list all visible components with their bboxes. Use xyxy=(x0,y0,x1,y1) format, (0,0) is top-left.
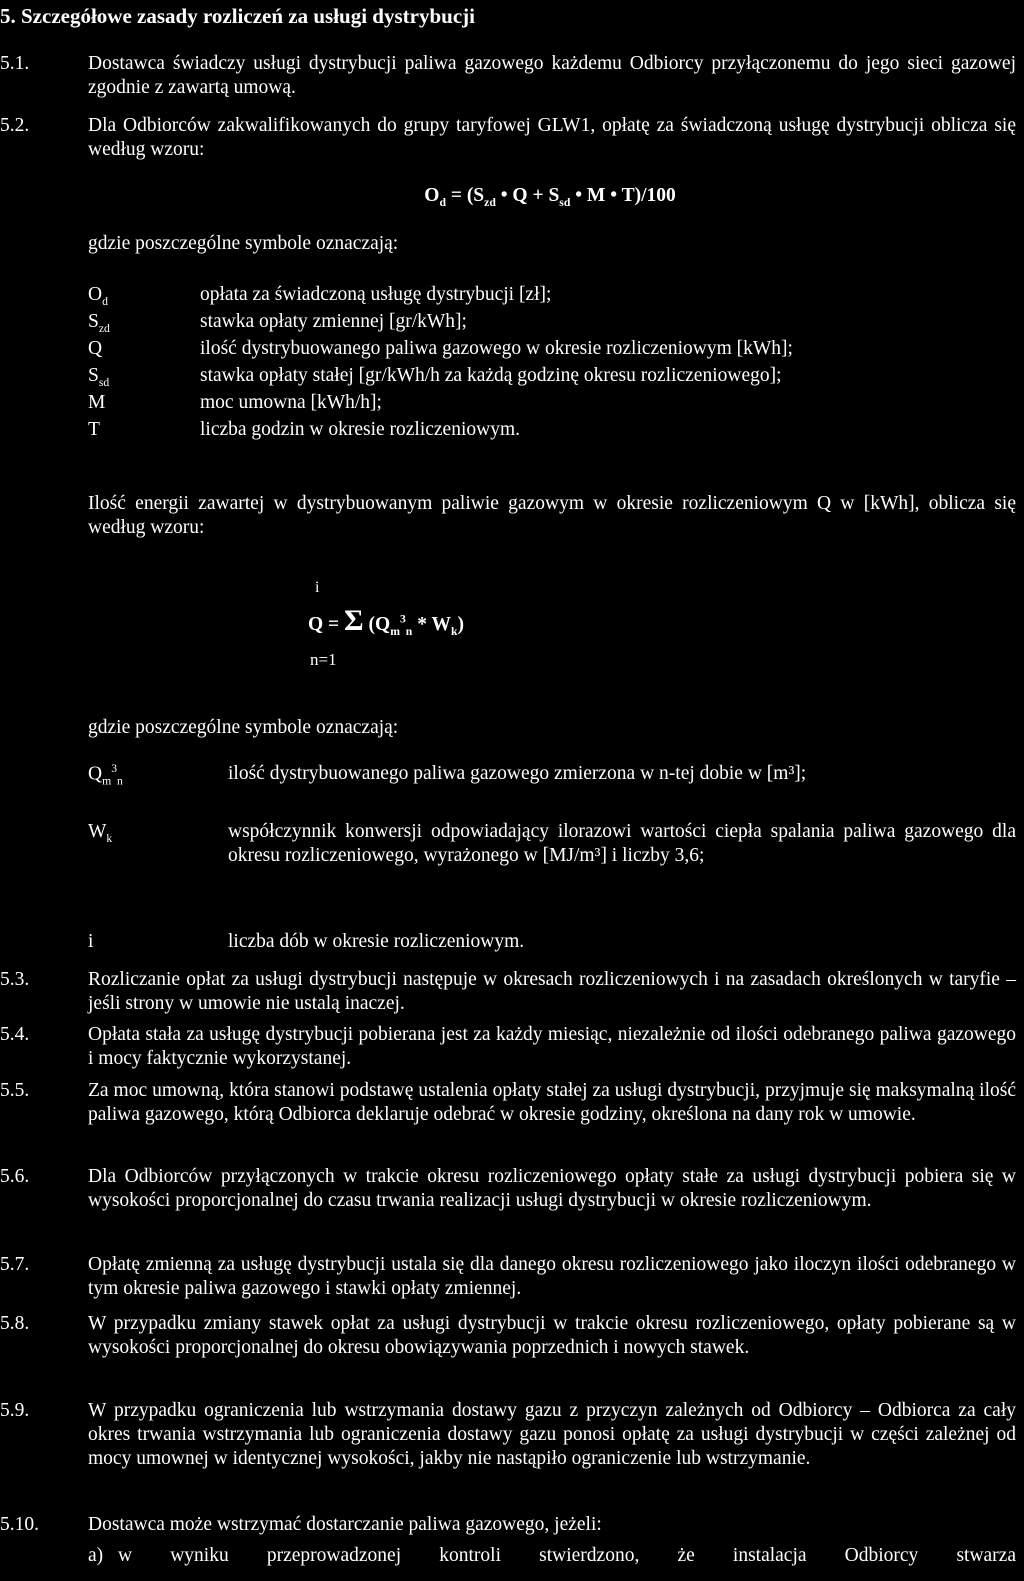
symbol-q-definition: ilość dystrybuowanego paliwa gazowego w okresie rozliczeniowym [kWh]; xyxy=(200,338,793,359)
section-text-5-4: Opłata stała za usługę dystrybucji pobierana jest za każdy miesiąc, niezależnie od ilości odebranego paliwa gazowego i mocy faktycznie wykorzystanej. xyxy=(88,1024,1016,1069)
section-number-5-2: 5.2. xyxy=(0,115,30,136)
symbol-t-definition: liczba godzin w okresie rozliczeniowym. xyxy=(200,419,521,440)
section-text-5-1: Dostawca świadczy usługi dystrybucji paliwa gazowego każdemu Odbiorcy przyłączonemu do jego sieci gazowej zgodnie z zawartą umową. xyxy=(88,53,1016,98)
legend-intro-1: gdzie poszczególne symbole oznaczają: xyxy=(88,233,399,254)
section-number-5-7: 5.7. xyxy=(0,1254,30,1275)
section-number-5-8: 5.8. xyxy=(0,1313,30,1334)
section-number-5-1: 5.1. xyxy=(0,53,30,74)
energy-formula: Q = Σ $(Q_m^3_n * W_k)$ xyxy=(308,604,464,638)
sum-upper-limit: i xyxy=(315,579,320,596)
section-number-5-6: 5.6. xyxy=(0,1166,30,1187)
symbol-qm3n: $Q_m^3_n$ xyxy=(88,762,123,788)
symbol-qm3n-definition: ilość dystrybuowanego paliwa gazowego zmierzona w n-tej dobie w [m³]; xyxy=(228,763,807,784)
symbol-wk: $W_k$ xyxy=(88,821,113,845)
section-heading: 5. Szczegółowe zasady rozliczeń za usługi dystrybucji xyxy=(0,4,475,28)
section-number-5-5: 5.5. xyxy=(0,1080,30,1101)
symbol-ssd-definition: stawka opłaty stałej [gr/kWh/h za każdą godzinę okresu rozliczeniowego]; xyxy=(200,365,782,386)
item-a-text: w wyniku przeprowadzonej kontroli stwierdzono, że instalacja Odbiorcy stwarza xyxy=(118,1545,1016,1566)
section-text-5-7: Opłatę zmienną za usługę dystrybucji ustala się dla danego okresu rozliczeniowego jako iloczyn ilości odebranego w tym okresie paliwa gazowego i stawki opłaty zmiennej. xyxy=(88,1254,1016,1299)
section-text-5-9: W przypadku ograniczenia lub wstrzymania dostawy gazu z przyczyn zależnych od Odbiorcy – Odbiorca za cały okres trwania wstrzymania lub ograniczenia dostawy gazu ponosi opłatę za usługi dystrybucji w części zależnej od mocy umownej w identycznej wysokości, jakby nie nastąpiło ograniczenie lub wstrzymanie. xyxy=(88,1400,1016,1469)
symbol-m: M xyxy=(88,392,106,413)
symbol-szd: $S_{zd}$ xyxy=(88,311,110,335)
symbol-wk-definition: współczynnik konwersji odpowiadający ilorazowi wartości ciepła spalania paliwa gazowego dla okresu rozliczeniowego, wyrażonego w [MJ/m³] i liczby 3,6; xyxy=(228,821,1016,866)
symbol-t: T xyxy=(88,419,100,440)
symbol-od: $O_d$ xyxy=(88,284,108,308)
sum-lower-limit: n=1 xyxy=(310,650,337,669)
symbol-m-definition: moc umowna [kWh/h]; xyxy=(200,392,382,413)
section-number-5-4: 5.4. xyxy=(0,1024,30,1045)
section-text-5-2: Dla Odbiorców zakwalifikowanych do grupy taryfowej GLW1, opłatę za świadczoną usługę dystrybucji oblicza się według wzoru: xyxy=(88,115,1016,160)
section-number-5-3: 5.3. xyxy=(0,969,30,990)
symbol-ssd: $S_{sd}$ xyxy=(88,365,110,389)
section-text-5-3: Rozliczanie opłat za usługi dystrybucji następuje w okresach rozliczeniowych i na zasadach określonych w taryfie – jeśli strony w umowie nie ustalą inaczej. xyxy=(88,969,1016,1014)
symbol-i: i xyxy=(88,931,94,952)
energy-paragraph: Ilość energii zawartej w dystrybuowanym paliwie gazowym w okresie rozliczeniowym Q w [kWh], oblicza się według wzoru: xyxy=(88,493,1016,538)
symbol-od-definition: opłata za świadczoną usługę dystrybucji [zł]; xyxy=(200,284,552,305)
symbol-szd-definition: stawka opłaty zmiennej [gr/kWh]; xyxy=(200,311,467,332)
item-a-label: a) xyxy=(88,1545,104,1566)
section-text-5-6: Dla Odbiorców przyłączonych w trakcie okresu rozliczeniowego opłaty stałe za usługi dystrybucji pobiera się w wysokości proporcjonalnej do czasu trwania realizacji usługi dystrybucji w okresie rozliczeniowym. xyxy=(88,1166,1016,1211)
tariff-formula: $O_d = (S_{zd}$ • $Q + S_{sd}$ • M • T)/100 xyxy=(424,185,676,209)
legend-intro-2: gdzie poszczególne symbole oznaczają: xyxy=(88,717,399,738)
section-number-5-9: 5.9. xyxy=(0,1400,30,1421)
section-text-5-8: W przypadku zmiany stawek opłat za usługi dystrybucji w trakcie okresu rozliczeniowego, opłaty pobierane są w wysokości proporcjonalnej do okresu obowiązywania poprzednich i nowych stawek. xyxy=(88,1313,1016,1358)
section-text-5-10: Dostawca może wstrzymać dostarczanie paliwa gazowego, jeżeli: xyxy=(88,1514,602,1535)
section-text-5-5: Za moc umowną, która stanowi podstawę ustalenia opłaty stałej za usługi dystrybucji, przyjmuje się maksymalną ilość paliwa gazowego, którą Odbiorca deklaruje odebrać w okresie godziny, określona na dany rok w umowie. xyxy=(88,1080,1016,1125)
symbol-i-definition: liczba dób w okresie rozliczeniowym. xyxy=(228,931,525,952)
section-number-5-10: 5.10. xyxy=(0,1514,39,1535)
symbol-q: Q xyxy=(88,338,103,359)
